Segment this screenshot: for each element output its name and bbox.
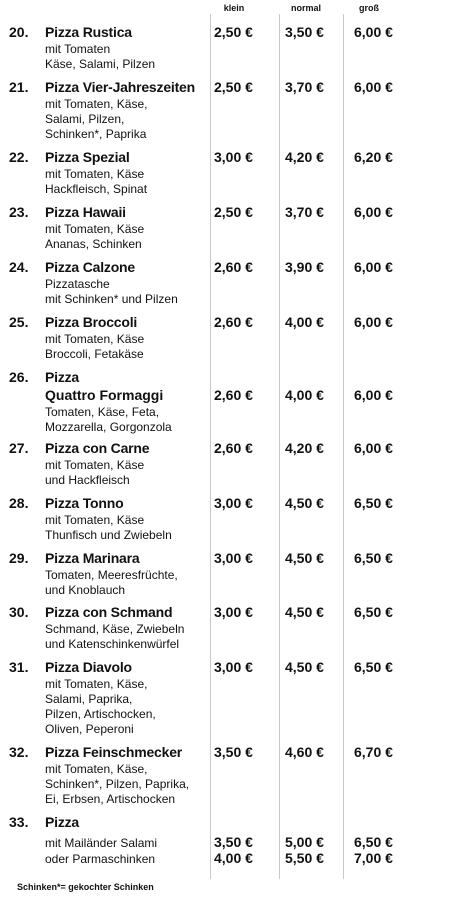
price-normal: 4,60 € [285,744,324,760]
item-description: Ananas, Schinken [45,237,142,251]
price-klein-alt: 4,00 € [214,850,253,866]
item-description: Ei, Erbsen, Artischocken [45,792,176,806]
item-number: 31. [9,659,29,675]
price-normal: 4,50 € [285,659,324,675]
price-klein: 2,50 € [214,24,253,40]
column-header-gross: groß [359,3,379,13]
column-header-klein: klein [223,3,245,13]
price-normal: 4,50 € [285,550,324,566]
price-normal: 3,70 € [285,79,324,95]
price-klein: 3,50 € [214,834,253,850]
item-description: Salami, Paprika, [45,692,133,706]
price-klein: 3,00 € [214,659,253,675]
price-gross: 6,50 € [354,495,393,511]
item-number: 28. [9,495,29,511]
item-number: 24. [9,259,29,275]
price-normal: 5,00 € [285,834,324,850]
item-description: mit Schinken* und Pilzen [45,292,178,306]
price-gross: 6,00 € [354,24,393,40]
item-description: mit Tomaten, Käse, [45,677,148,691]
item-description: mit Tomaten, Käse [45,332,145,346]
item-description: mit Tomaten [45,42,111,56]
item-name: Pizza Diavolo [45,659,132,675]
item-description: mit Tomaten, Käse [45,222,145,236]
price-normal: 4,20 € [285,149,324,165]
item-name: Pizza [45,814,80,830]
item-description: Pilzen, Artischocken, [45,707,156,721]
price-normal: 4,00 € [285,314,324,330]
item-description: Tomaten, Käse, Feta, [45,405,160,419]
column-header-normal: normal [290,3,321,13]
price-normal: 4,20 € [285,440,324,456]
item-description: Broccoli, Fetakäse [45,347,144,361]
price-gross: 6,00 € [354,79,393,95]
price-normal: 4,00 € [285,387,324,403]
item-description: mit Tomaten, Käse, [45,762,148,776]
price-normal-alt: 5,50 € [285,850,324,866]
price-gross: 6,00 € [354,259,393,275]
item-name: Pizza Feinschmecker [45,744,183,760]
item-description: Schinken*, Paprika [45,127,147,141]
item-description: Pizzatasche [45,277,110,291]
column-divider [343,14,344,879]
item-description: und Knoblauch [45,583,126,597]
column-divider [210,14,211,879]
item-description: Mozzarella, Gorgonzola [45,420,172,434]
item-name: Pizza Hawaii [45,204,126,220]
item-name: Pizza Spezial [45,149,130,165]
price-klein: 2,60 € [214,440,253,456]
price-normal: 3,90 € [285,259,324,275]
item-description: und Katenschinkenwürfel [45,637,180,651]
price-klein: 2,60 € [214,314,253,330]
item-description: Hackfleisch, Spinat [45,182,148,196]
price-gross: 6,00 € [354,204,393,220]
item-description: Oliven, Peperoni [45,722,134,736]
price-gross: 6,20 € [354,149,393,165]
item-name: Pizza con Carne [45,440,150,456]
item-name: Pizza Broccoli [45,314,138,330]
item-number: 22. [9,149,29,165]
item-description: Tomaten, Meeresfrüchte, [45,568,178,582]
item-description: Schmand, Käse, Zwiebeln [45,622,185,636]
item-name-line2: Quattro Formaggi [45,387,164,403]
price-klein: 2,60 € [214,259,253,275]
item-description: oder Parmaschinken [45,852,156,866]
item-name: Pizza con Schmand [45,604,173,620]
item-number: 27. [9,440,29,456]
price-klein: 2,50 € [214,79,253,95]
item-number: 32. [9,744,29,760]
item-number: 20. [9,24,29,40]
price-klein: 3,50 € [214,744,253,760]
footnote: Schinken*= gekochter Schinken [17,882,154,892]
price-gross: 6,70 € [354,744,393,760]
price-gross: 6,50 € [354,604,393,620]
item-description: mit Tomaten, Käse [45,167,145,181]
item-number: 29. [9,550,29,566]
price-klein: 3,00 € [214,550,253,566]
item-description: mit Tomaten, Käse, [45,97,148,111]
price-normal: 3,70 € [285,204,324,220]
item-number: 26. [9,369,29,385]
item-description: mit Tomaten, Käse [45,458,145,472]
item-name: Pizza Rustica [45,24,132,40]
price-gross: 6,50 € [354,659,393,675]
item-number: 30. [9,604,29,620]
price-gross-alt: 7,00 € [354,850,393,866]
item-name: Pizza Calzone [45,259,135,275]
price-gross: 6,00 € [354,314,393,330]
item-name: Pizza Vier-Jahreszeiten [45,79,195,95]
item-description: Salami, Pilzen, [45,112,125,126]
price-gross: 6,00 € [354,387,393,403]
price-klein: 2,60 € [214,387,253,403]
item-description: Käse, Salami, Pilzen [45,57,156,71]
item-description: mit Mailänder Salami [45,836,158,850]
price-klein: 3,00 € [214,149,253,165]
item-name: Pizza Tonno [45,495,124,511]
item-description: mit Tomaten, Käse [45,513,145,527]
item-number: 21. [9,79,29,95]
item-number: 25. [9,314,29,330]
price-normal: 4,50 € [285,604,324,620]
price-klein: 2,50 € [214,204,253,220]
item-name: Pizza Marinara [45,550,140,566]
item-number: 33. [9,814,29,830]
price-normal: 4,50 € [285,495,324,511]
item-description: Thunfisch und Zwiebeln [45,528,172,542]
item-number: 23. [9,204,29,220]
column-divider [279,14,280,879]
price-normal: 3,50 € [285,24,324,40]
price-gross: 6,00 € [354,440,393,456]
price-klein: 3,00 € [214,495,253,511]
item-description: Schinken*, Pilzen, Paprika, [45,777,190,791]
price-klein: 3,00 € [214,604,253,620]
item-description: und Hackfleisch [45,473,130,487]
price-gross: 6,50 € [354,550,393,566]
price-gross: 6,50 € [354,834,393,850]
item-name: Pizza [45,369,80,385]
